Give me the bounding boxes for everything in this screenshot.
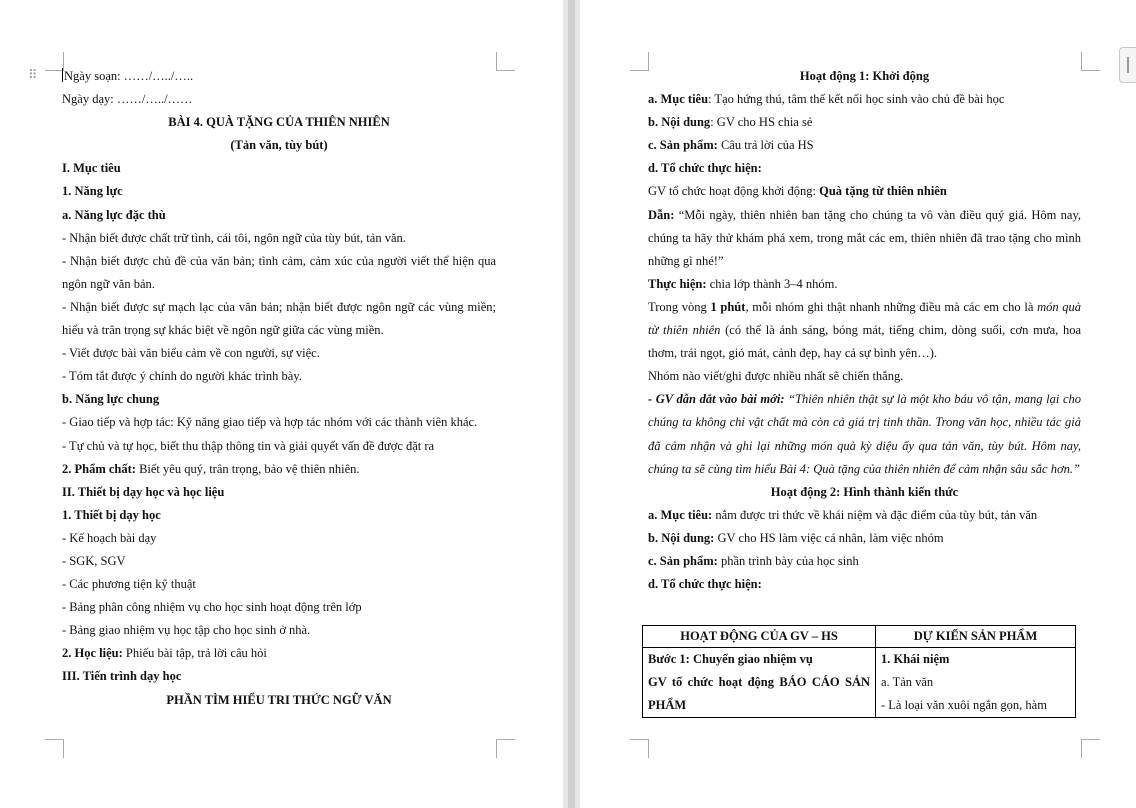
page-gutter (563, 0, 580, 808)
table-header-cell: HOẠT ĐỘNG CỦA GV – HS (643, 626, 876, 648)
paragraph: 2. Phẩm chất: Biết yêu quý, trân trọng, bảo vệ thiên nhiên. (62, 461, 360, 476)
document-page-1 (0, 0, 563, 808)
list-item: - Bảng giao nhiệm vụ học tập cho học sinh ở nhà. (62, 623, 311, 638)
paragraph: Trong vòng 1 phút, mỗi nhóm ghi thật nhanh những điều mà các em cho là món quà từ thiên nhiên (có thể là ánh sáng, bóng mát, tiếng chim, dòng suối, cơn mưa, hoa thơm, trái ngọt, gió mát, cảnh đẹp, hay cả sự bình yên…). (648, 299, 1082, 361)
lesson-subtitle: (Tản văn, tùy bút) (230, 138, 328, 153)
paragraph: b. Nội dung: GV cho HS làm việc cá nhân, làm việc nhóm (648, 530, 944, 545)
list-item: - SGK, SGV (62, 553, 126, 568)
drag-handle-icon[interactable]: ⠿ (28, 68, 38, 83)
list-item: - Kế hoạch bài dạy (62, 530, 157, 545)
text-cursor (62, 68, 63, 82)
page1-body[interactable] (62, 65, 496, 712)
subsection-heading: 1. Thiết bị dạy học (62, 507, 161, 522)
activity-heading: Hoạt động 1: Khởi động (799, 69, 930, 83)
crop-mark (496, 52, 515, 71)
table-cell-line: - Là loại văn xuôi ngắn gọn, hàm (881, 698, 1047, 712)
paragraph: 2. Học liệu: Phiếu bài tập, trả lời câu hỏi (62, 646, 267, 661)
subsection-heading: d. Tổ chức thực hiện: (648, 577, 762, 592)
lesson-title: BÀI 4. QUÀ TẶNG CỦA THIÊN NHIÊN (168, 115, 390, 130)
crop-mark (1081, 52, 1100, 71)
paragraph: - Nhận biết được chủ đề của văn bản; tình cảm, cảm xúc của người viết thể hiện qua ngôn ngữ văn bản. (62, 253, 496, 291)
document-page-2 (580, 0, 1136, 808)
paragraph: a. Mục tiêu: nắm được tri thức về khái niệm và đặc điểm của tùy bút, tản văn (648, 507, 1038, 522)
paragraph: - Viết được bài văn biểu cảm về con người, sự việc. (62, 346, 320, 361)
section-heading: III. Tiến trình dạy học (62, 669, 182, 684)
crop-mark (45, 739, 64, 758)
activity-heading: Hoạt động 2: Hình thành kiến thức (770, 484, 959, 499)
section-heading: I. Mục tiêu (62, 161, 121, 176)
paragraph: GV tổ chức hoạt động khởi động: Quà tặng từ thiên nhiên (648, 184, 947, 199)
crop-mark (630, 739, 649, 758)
part-heading: PHẦN TÌM HIỂU TRI THỨC NGỮ VĂN (166, 692, 392, 707)
paragraph: - Nhận biết được sự mạch lạc của văn bản; nhận biết được ngôn ngữ các vùng miền; hiểu và trân trọng sự khác biệt về ngôn ngữ giữa các vùng miền. (62, 299, 496, 338)
paragraph: Dẫn: “Mỗi ngày, thiên nhiên ban tặng cho chúng ta vô vàn điều quý giá. Hôm nay, chúng ta hãy thử khám phá xem, trong mắt các em, thiên nhiên đã trao tặng cho mình những gì nhé!” (648, 207, 1082, 268)
list-item: - Bảng phân công nhiệm vụ cho học sinh hoạt động trên lớp (62, 600, 362, 615)
list-item: - Các phương tiện kỹ thuật (62, 577, 196, 592)
table-header-cell: DỰ KIẾN SẢN PHẨM (876, 626, 1076, 648)
paragraph: Nhóm nào viết/ghi được nhiều nhất sẽ chiến thắng. (648, 369, 904, 384)
date-taught: Ngày dạy: ……/…../…… (62, 92, 193, 107)
table-cell-line: Bước 1: Chuyển giao nhiệm vụ (648, 652, 813, 666)
table-row (643, 648, 1076, 718)
paragraph: - Giao tiếp và hợp tác: Kỹ năng giao tiếp và hợp tác nhóm với các thành viên khác. (62, 415, 478, 430)
paragraph: a. Mục tiêu: Tạo hứng thú, tâm thế kết nối học sinh vào chủ đề bài học (648, 92, 1005, 107)
table-header-row (643, 626, 1076, 648)
paragraph: c. Sản phẩm: phần trình bày của học sinh (648, 553, 859, 568)
paragraph: - Tự chủ và tự học, biết thu thập thông tin và giải quyết vấn đề được đặt ra (62, 438, 435, 453)
subsection-heading: d. Tổ chức thực hiện: (648, 161, 762, 176)
page2-body[interactable] (648, 65, 1081, 596)
crop-mark (1081, 739, 1100, 758)
side-pane-handle[interactable] (1119, 47, 1136, 83)
paragraph: c. Sản phẩm: Câu trả lời của HS (648, 138, 814, 153)
date-prepared: Ngày soạn: ……/…../….. (64, 69, 194, 83)
paragraph: - Nhận biết được chất trữ tình, cái tôi, ngôn ngữ của tùy bút, tản văn. (62, 230, 406, 245)
crop-mark (496, 739, 515, 758)
table-cell-line: GV tổ chức hoạt động BÁO CÁO SẢN PHẨM (648, 675, 870, 712)
crop-mark (630, 52, 649, 71)
table-cell[interactable] (643, 648, 876, 718)
table-cell-line: 1. Khái niệm (881, 652, 950, 666)
activity-table[interactable] (642, 625, 1076, 718)
paragraph: - Tóm tắt được ý chính do người khác trình bày. (62, 369, 302, 384)
subsection-heading: b. Năng lực chung (62, 392, 160, 407)
subsection-heading: 1. Năng lực (62, 184, 123, 199)
page-divider (568, 0, 575, 808)
paragraph: b. Nội dung: GV cho HS chia sẻ (648, 115, 813, 130)
section-heading: II. Thiết bị dạy học và học liệu (62, 484, 225, 499)
subsection-heading: a. Năng lực đặc thù (62, 207, 166, 222)
table-cell-line: a. Tản văn (881, 675, 934, 689)
paragraph: - GV dẫn dắt vào bài mới: “Thiên nhiên thật sự là một kho báu vô tận, mang lại cho chúng ta không chỉ vật chất mà còn cả giá trị tinh thần. Trong văn học, nhiều tác giả đã cảm nhận và ghi lại những món quà kỳ diệu ấy qua tản văn, tùy bút. Hôm nay, chúng ta sẽ cùng tìm hiểu Bài 4: Quà tặng của thiên nhiên để cảm nhận sâu sắc hơn.” (648, 392, 1081, 476)
table-cell[interactable] (876, 648, 1076, 718)
paragraph: Thực hiện: chia lớp thành 3–4 nhóm. (648, 276, 838, 291)
